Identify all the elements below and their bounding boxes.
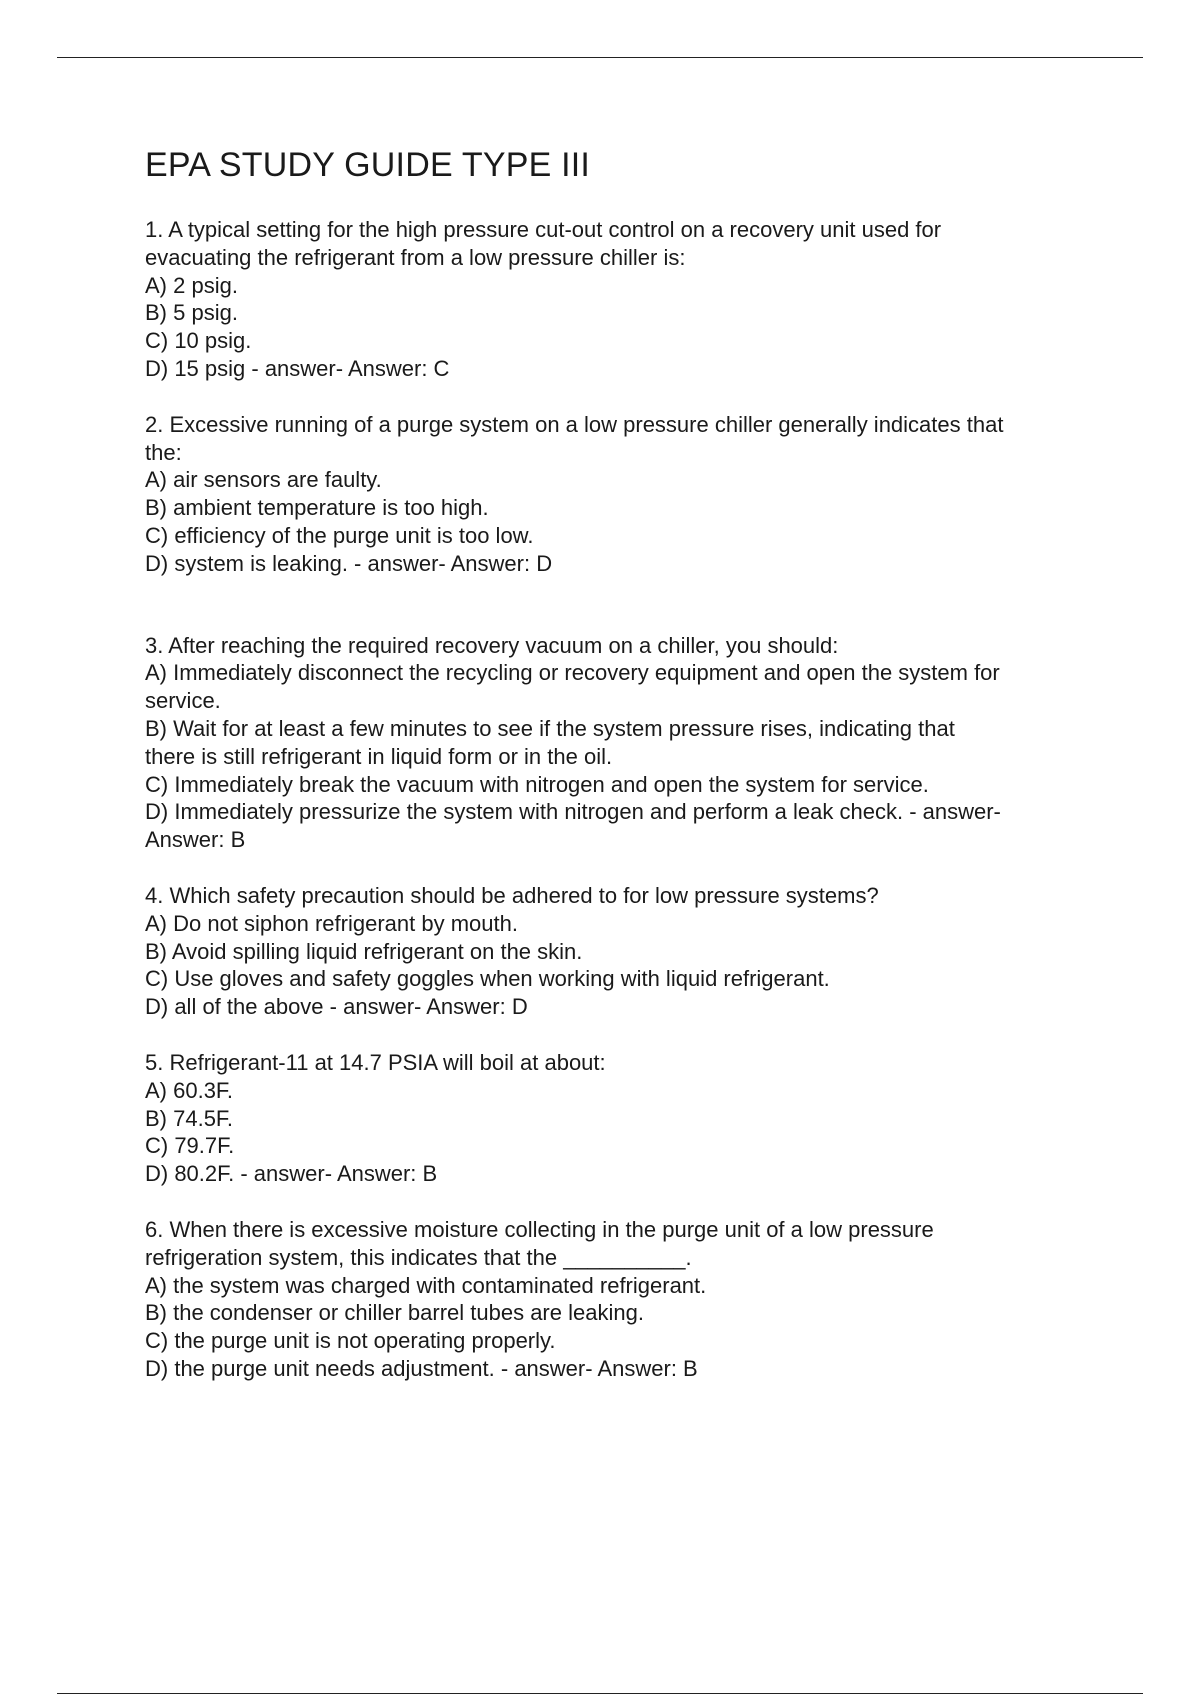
- answer-option: there is still refrigerant in liquid form or in the oil.: [145, 743, 613, 769]
- question-6: [145, 1216, 1095, 1383]
- answer-option: A) air sensors are faulty.: [145, 467, 382, 493]
- answer-option: D) Immediately pressurize the system with nitrogen and perform a leak check. - answer-: [145, 799, 1001, 825]
- answer-option: B) ambient temperature is too high.: [145, 495, 489, 521]
- document-body: [145, 140, 1095, 1383]
- answer-option: C) 10 psig.: [145, 328, 252, 354]
- question-4: [145, 882, 1095, 1021]
- question-stem-line: 2. Excessive running of a purge system on a low pressure chiller generally indicates that: [145, 411, 1004, 437]
- answer-option: C) 79.7F.: [145, 1133, 235, 1159]
- answer-option: D) system is leaking. - answer- Answer: D: [145, 550, 553, 576]
- answer-option: C) efficiency of the purge unit is too low.: [145, 522, 534, 548]
- spacer: [145, 1021, 1095, 1049]
- spacer: [145, 854, 1095, 882]
- question-stem-line: refrigeration system, this indicates that the __________.: [145, 1244, 692, 1270]
- answer-option: A) the system was charged with contaminated refrigerant.: [145, 1272, 707, 1298]
- answer-option: B) Wait for at least a few minutes to see if the system pressure rises, indicating that: [145, 715, 955, 741]
- answer-option: B) Avoid spilling liquid refrigerant on the skin.: [145, 938, 583, 964]
- question-stem-line: the:: [145, 439, 182, 465]
- question-5: [145, 1049, 1095, 1188]
- answer-option: A) 2 psig.: [145, 272, 238, 298]
- answer-option: service.: [145, 688, 221, 714]
- bottom-rule: [57, 1693, 1143, 1694]
- answer-option: B) the condenser or chiller barrel tubes are leaking.: [145, 1300, 644, 1326]
- answer-option: B) 5 psig.: [145, 300, 238, 326]
- question-1: [145, 216, 1095, 383]
- question-stem-line: 1. A typical setting for the high pressure cut-out control on a recovery unit used for: [145, 217, 942, 242]
- answer-option: A) Do not siphon refrigerant by mouth.: [145, 910, 518, 936]
- answer-option: D) the purge unit needs adjustment. - answer- Answer: B: [145, 1355, 698, 1381]
- question-stem-line: 3. After reaching the required recovery vacuum on a chiller, you should:: [145, 632, 839, 658]
- answer-option: C) the purge unit is not operating properly.: [145, 1328, 556, 1354]
- answer-option: D) all of the above - answer- Answer: D: [145, 994, 528, 1020]
- page-title: EPA STUDY GUIDE TYPE III: [145, 146, 591, 184]
- answer-option: Answer: B: [145, 827, 246, 853]
- spacer: [145, 383, 1095, 411]
- answer-option: C) Use gloves and safety goggles when working with liquid refrigerant.: [145, 966, 830, 992]
- answer-option: D) 80.2F. - answer- Answer: B: [145, 1161, 438, 1187]
- question-stem-line: evacuating the refrigerant from a low pressure chiller is:: [145, 244, 686, 270]
- top-rule: [57, 57, 1143, 58]
- answer-option: B) 74.5F.: [145, 1105, 234, 1131]
- spacer: [145, 578, 1095, 632]
- question-stem-line: 5. Refrigerant-11 at 14.7 PSIA will boil at about:: [145, 1049, 606, 1075]
- answer-option: A) Immediately disconnect the recycling or recovery equipment and open the system for: [145, 660, 1000, 686]
- question-stem-line: 4. Which safety precaution should be adhered to for low pressure systems?: [145, 882, 879, 908]
- question-stem-line: 6. When there is excessive moisture collecting in the purge unit of a low pressure: [145, 1216, 934, 1242]
- answer-option: A) 60.3F.: [145, 1077, 234, 1103]
- answer-option: C) Immediately break the vacuum with nitrogen and open the system for service.: [145, 771, 929, 797]
- spacer: [145, 1188, 1095, 1216]
- answer-option: D) 15 psig - answer- Answer: C: [145, 355, 450, 381]
- question-2: [145, 411, 1095, 578]
- question-3: [145, 632, 1095, 854]
